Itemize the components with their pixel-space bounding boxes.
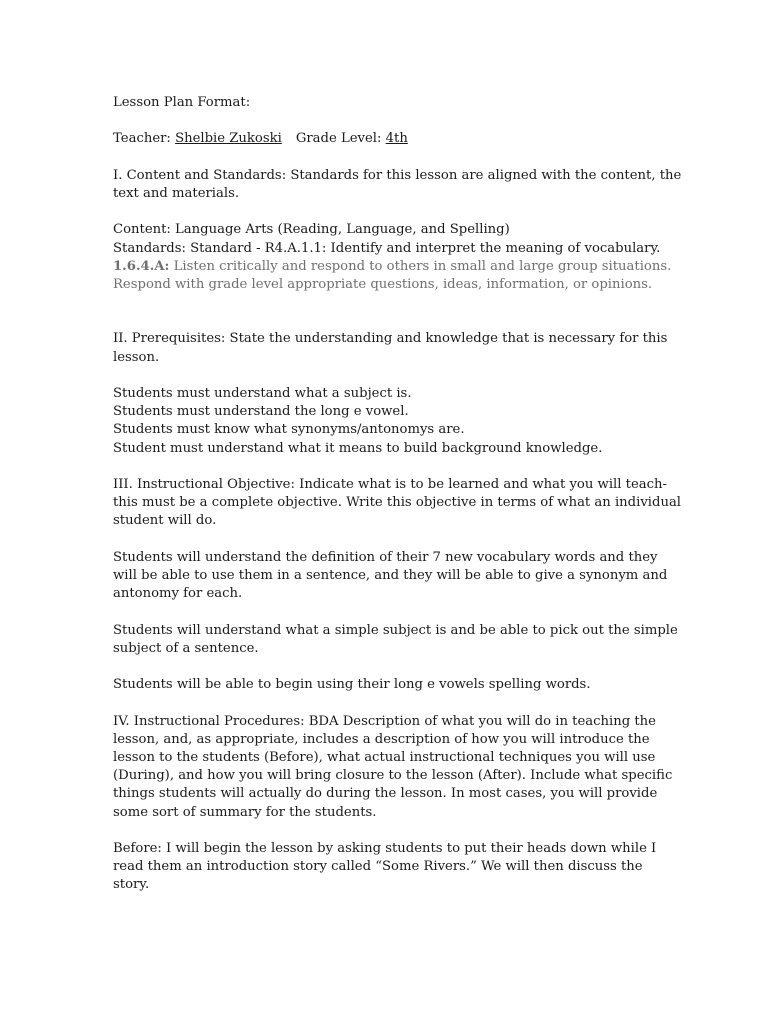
text-line: lesson to the students (Before), what actual instructional techniques you will use (113, 749, 656, 765)
text-line: III. Instructional Objective: Indicate what is to be learned and what you will teach- (113, 476, 667, 492)
text-line: some sort of summary for the students. (113, 804, 377, 820)
text-line: this must be a complete objective. Write this objective in terms of what an individual (113, 495, 682, 511)
standard-2-continued: Respond with grade level appropriate questions, ideas, information, or opinions. (113, 276, 653, 292)
content-standards-block (113, 221, 673, 294)
objective-spelling (113, 676, 673, 694)
text-line: (During), and how you will bring closure to the lesson (After). Include what specific (113, 768, 673, 784)
teacher-row (113, 130, 673, 148)
text-line: I. Content and Standards: Standards for this lesson are aligned with the content, the (113, 167, 682, 183)
text-line: story. (113, 877, 150, 893)
lesson-plan-document (113, 94, 682, 913)
heading-text: Lesson Plan Format: (113, 95, 251, 110)
text-line: read them an introduction story called “Some Rivers.” We will then discuss the (113, 859, 643, 875)
spacer (113, 312, 673, 330)
text-line: Students will understand what a simple subject is and be able to pick out the simple (113, 622, 678, 638)
list-item: Students must know what synonyms/antonomys are. (113, 422, 465, 438)
teacher-label: Teacher: (113, 131, 176, 147)
text-line: Students will be able to begin using their long e vowels spelling words. (113, 677, 591, 693)
section-objective-heading (113, 476, 682, 531)
text-line: student will do. (113, 513, 217, 529)
objective-simple-subject (113, 622, 678, 658)
section-content-standards-heading (113, 167, 682, 203)
teacher-name: Shelbie Zukoski (175, 131, 282, 147)
prerequisites-list (113, 385, 673, 458)
objective-vocabulary (113, 549, 673, 604)
grade-level-label: Grade Level: (295, 131, 386, 147)
standard-2-code: 1.6.4.A: (113, 258, 170, 274)
standard-2-text: Listen critically and respond to others in small and large group situations. (169, 258, 672, 274)
grade-level-value: 4th (385, 131, 408, 147)
text-line: lesson, and, as appropriate, includes a description of how you will introduce the (113, 731, 650, 747)
text-line: II. Prerequisites: State the understanding and knowledge that is necessary for this (113, 331, 668, 347)
text-line: IV. Instructional Procedures: BDA Description of what you will do in teaching the (113, 713, 656, 729)
text-line: will be able to use them in a sentence, and they will be able to give a synonym and (113, 567, 668, 583)
teacher-line (113, 130, 673, 148)
list-item: Student must understand what it means to build background knowledge. (113, 440, 603, 456)
list-item: Students must understand what a subject is. (113, 385, 412, 401)
text-line: things students will actually do during the lesson. In most cases, you will provide (113, 786, 658, 802)
text-line: subject of a sentence. (113, 640, 259, 656)
document-heading (113, 94, 673, 112)
standards-line: Standards: Standard - R4.A.1.1: Identify and interpret the meaning of vocabulary. (113, 240, 661, 256)
content-line: Content: Language Arts (Reading, Language, and Spelling) (113, 222, 510, 238)
text-line: antonomy for each. (113, 586, 243, 602)
procedure-before (113, 840, 673, 895)
text-line: lesson. (113, 349, 160, 365)
standard-2-line (113, 258, 673, 276)
section-procedures-heading (113, 713, 673, 822)
section-prerequisites-heading (113, 330, 673, 366)
text-line: text and materials. (113, 185, 240, 201)
list-item: Students must understand the long e vowel. (113, 404, 409, 420)
text-line: Before: I will begin the lesson by asking students to put their heads down while I (113, 840, 657, 856)
text-line: Students will understand the definition of their 7 new vocabulary words and they (113, 549, 658, 565)
